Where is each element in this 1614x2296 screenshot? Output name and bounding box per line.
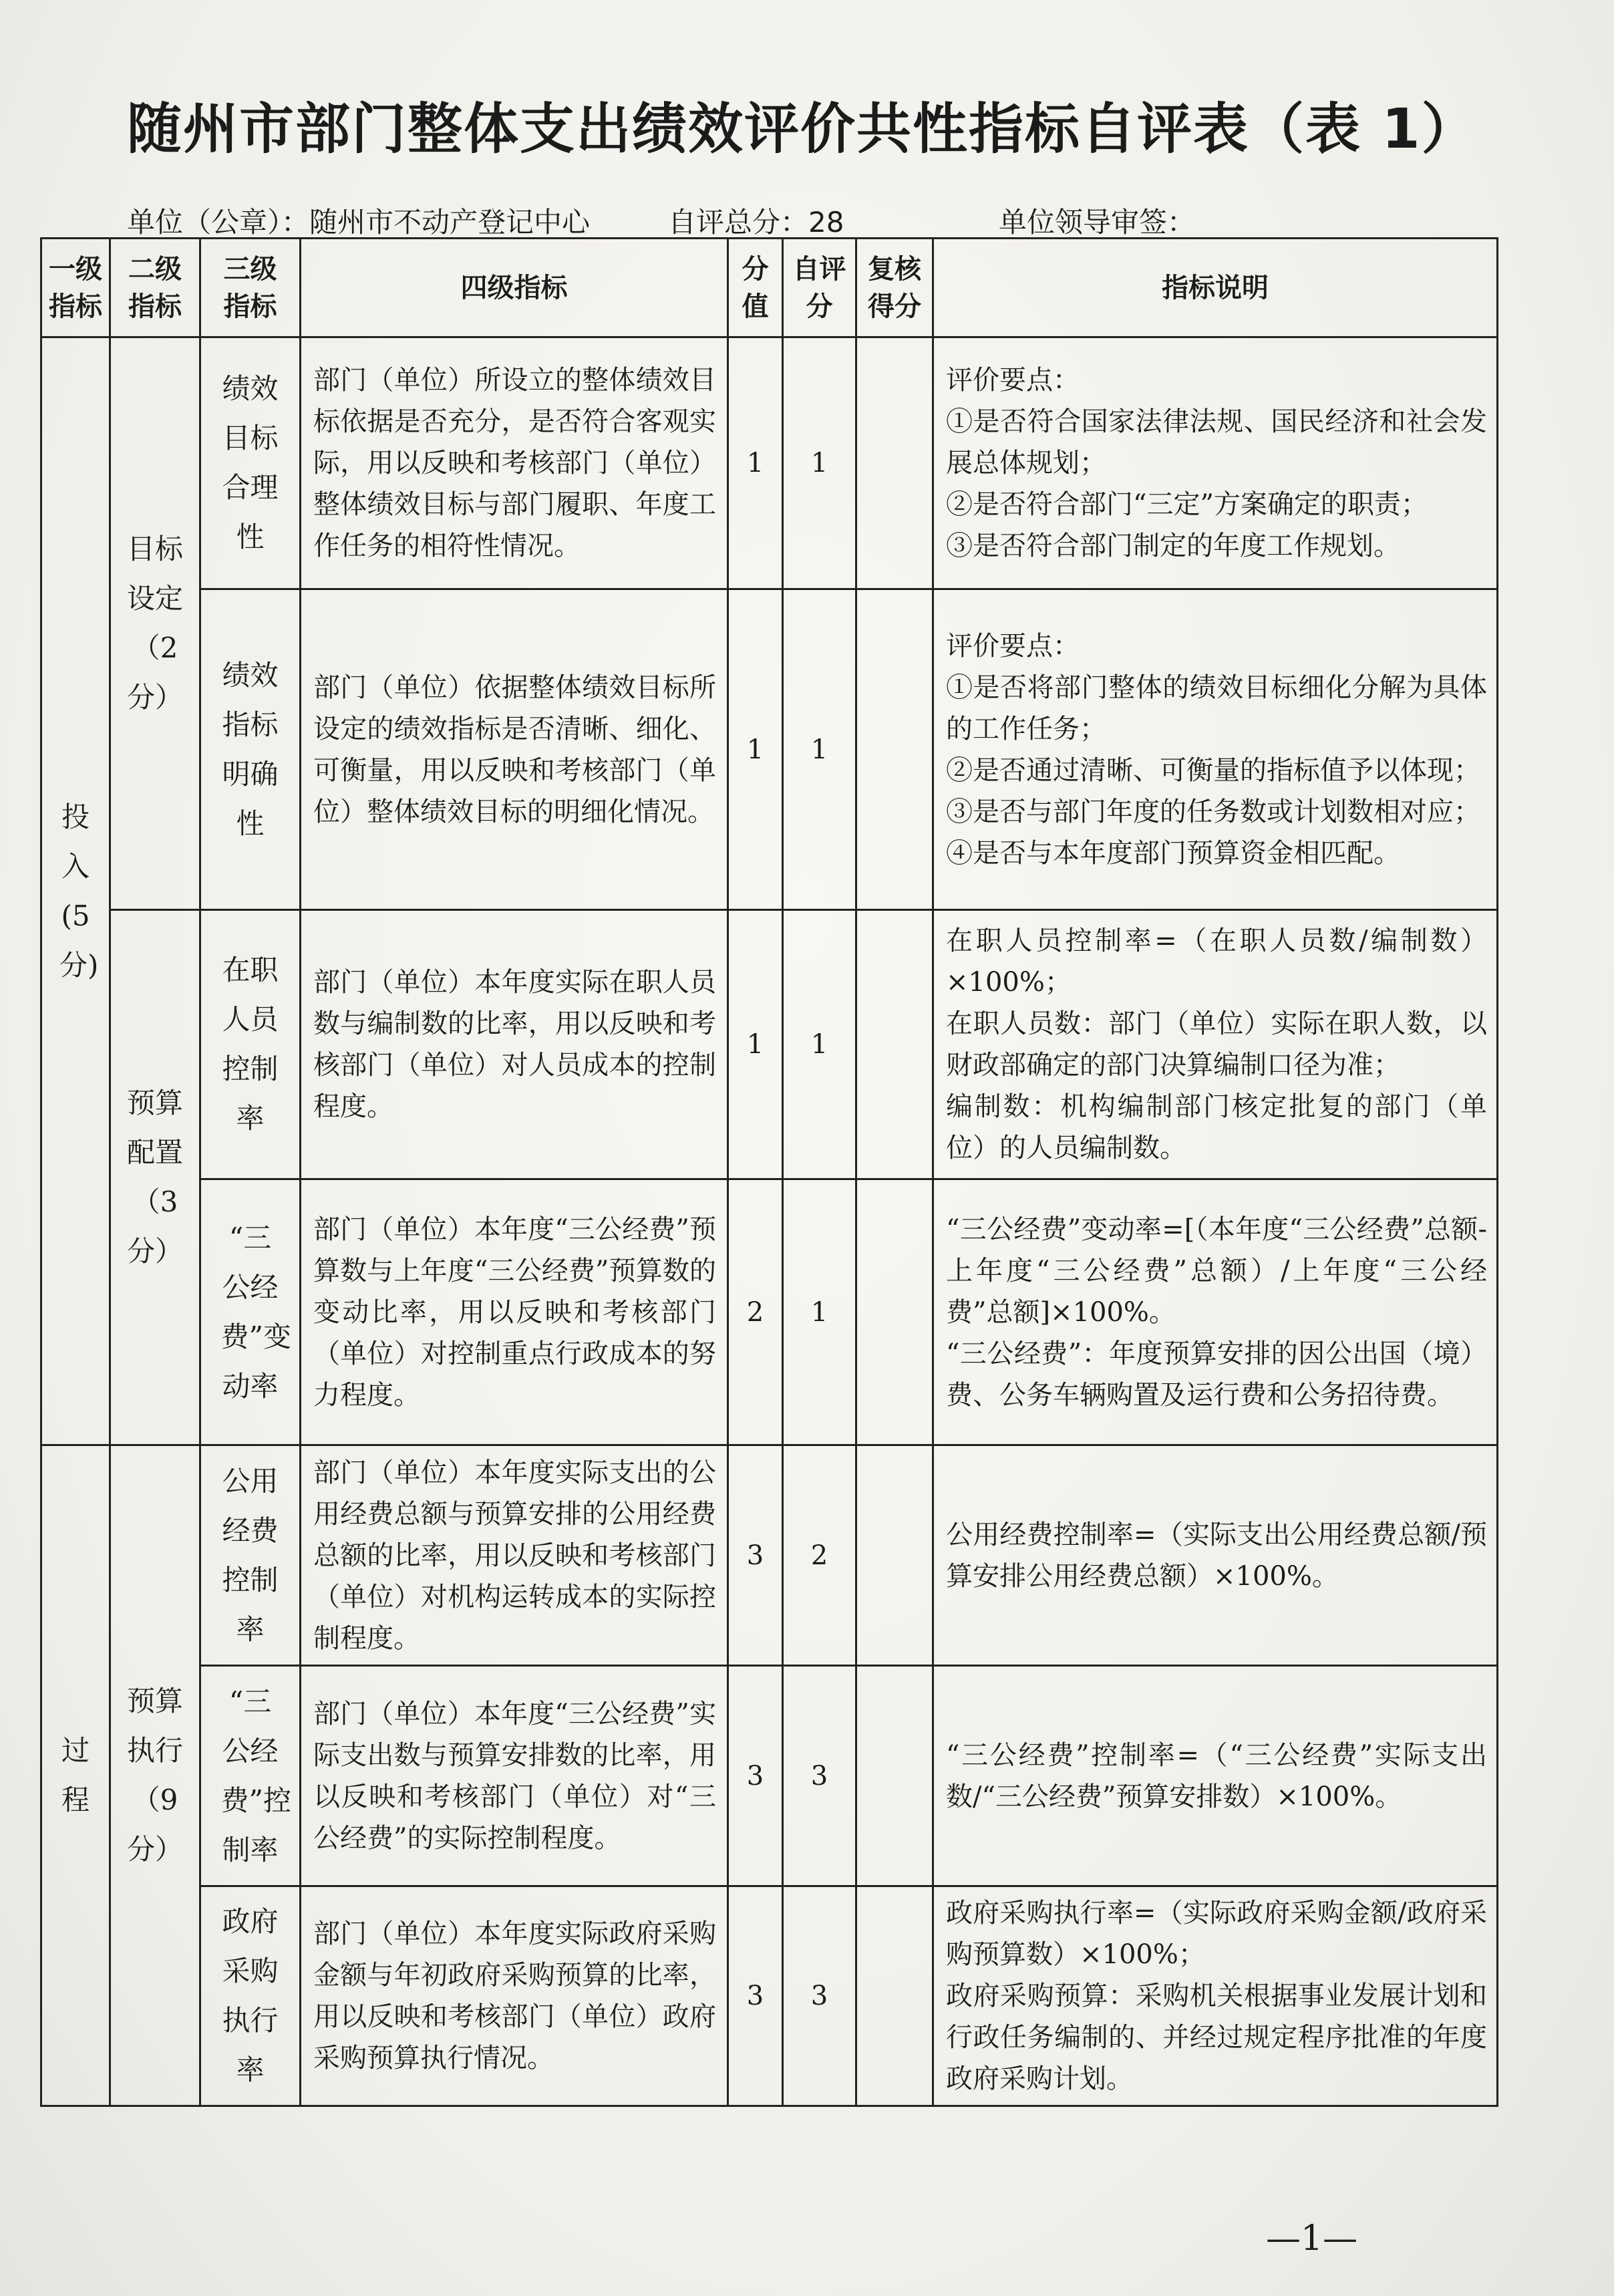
level4-description: 部门（单位）本年度“三公经费”实际支出数与预算安排数的比率，用以反映和考核部门（单位）对“三公经费”的实际控制程度。 — [301, 1666, 728, 1886]
value-cell: 1 — [728, 337, 783, 589]
level3-cell: 政府采购执行率 — [200, 1886, 301, 2106]
value-cell: 2 — [728, 1179, 783, 1445]
evaluation-table — [40, 237, 1498, 2107]
self-score-cell: 1 — [783, 1179, 856, 1445]
level4-description: 部门（单位）本年度实际支出的公用经费总额与预算安排的公用经费总额的比率，用以反映和考核部门（单位）对机构运转成本的实际控制程度。 — [301, 1445, 728, 1666]
header-self-score: 自评分 — [783, 239, 856, 337]
table-row — [41, 910, 1498, 1179]
value-cell: 3 — [728, 1445, 783, 1666]
header-level4: 四级指标 — [301, 239, 728, 337]
table-row — [41, 589, 1498, 910]
note-cell: 在职人员控制率=（在职人员数/编制数）×100%； 在职人员数：部门（单位）实际在职人数，以财政部确定的部门决算编制口径为准； 编制数：机构编制部门核定批复的部门（单位）的人员编制数。 — [933, 910, 1498, 1179]
level2-cell-budget-config: 预算配置（3分） — [110, 910, 200, 1445]
header-level2: 二级指标 — [110, 239, 200, 337]
self-score-cell: 3 — [783, 1666, 856, 1886]
page-number: —1— — [1266, 2218, 1358, 2259]
level4-description: 部门（单位）本年度实际在职人员数与编制数的比率，用以反映和考核部门（单位）对人员成本的控制程度。 — [301, 910, 728, 1179]
level3-cell: 绩效目标合理性 — [200, 337, 301, 589]
note-cell: 评价要点： ①是否符合国家法律法规、国民经济和社会发展总体规划； ②是否符合部门“三定”方案确定的职责； ③是否符合部门制定的年度工作规划。 — [933, 337, 1498, 589]
level4-description: 部门（单位）本年度“三公经费”预算数与上年度“三公经费”预算数的变动比率，用以反映和考核部门（单位）对控制重点行政成本的努力程度。 — [301, 1179, 728, 1445]
self-score-cell: 2 — [783, 1445, 856, 1666]
review-score-cell — [856, 589, 933, 910]
header-review-score: 复核得分 — [856, 239, 933, 337]
document-title: 随州市部门整体支出绩效评价共性指标自评表（表 1） — [127, 98, 1478, 161]
review-score-cell — [856, 910, 933, 1179]
table-row — [41, 1886, 1498, 2106]
total-score-field: 自评总分：28 — [668, 206, 844, 239]
note-cell: 公用经费控制率=（实际支出公用经费总额/预算安排公用经费总额）×100%。 — [933, 1445, 1498, 1666]
value-cell: 3 — [728, 1886, 783, 2106]
level4-description: 部门（单位）本年度实际政府采购金额与年初政府采购预算的比率，用以反映和考核部门（单位）政府采购预算执行情况。 — [301, 1886, 728, 2106]
review-score-cell — [856, 1666, 933, 1886]
table-row — [41, 1666, 1498, 1886]
leader-signature-field: 单位领导审签： — [999, 206, 1196, 239]
value-cell: 1 — [728, 910, 783, 1179]
header-value: 分值 — [728, 239, 783, 337]
table-row — [41, 1179, 1498, 1445]
header-level3: 三级指标 — [200, 239, 301, 337]
level3-cell: “三公经费”控制率 — [200, 1666, 301, 1886]
value-cell: 1 — [728, 589, 783, 910]
review-score-cell — [856, 1179, 933, 1445]
self-score-cell: 3 — [783, 1886, 856, 2106]
header-level1: 一级指标 — [41, 239, 110, 337]
self-score-cell: 1 — [783, 337, 856, 589]
self-score-cell: 1 — [783, 589, 856, 910]
level3-cell: 在职人员控制率 — [200, 910, 301, 1179]
level3-cell: “三公经费”变动率 — [200, 1179, 301, 1445]
table-row — [41, 1445, 1498, 1666]
note-cell: 评价要点： ①是否将部门整体的绩效目标细化分解为具体的工作任务； ②是否通过清晰、可衡量的指标值予以体现； ③是否与部门年度的任务数或计划数相对应； ④是否与本年度部门预算资金相匹配。 — [933, 589, 1498, 910]
level4-description: 部门（单位）所设立的整体绩效目标依据是否充分，是否符合客观实际，用以反映和考核部门（单位）整体绩效目标与部门履职、年度工作任务的相符性情况。 — [301, 337, 728, 589]
table-header-row — [41, 239, 1498, 337]
level3-cell: 公用经费控制率 — [200, 1445, 301, 1666]
level2-cell-target: 目标设定（2分） — [110, 337, 200, 910]
review-score-cell — [856, 1445, 933, 1666]
table-row — [41, 337, 1498, 589]
note-cell: 政府采购执行率=（实际政府采购金额/政府采购预算数）×100%； 政府采购预算：采购机关根据事业发展计划和行政任务编制的、并经过规定程序批准的年度政府采购计划。 — [933, 1886, 1498, 2106]
level1-cell-process: 过程 — [41, 1445, 110, 2106]
note-cell: “三公经费”变动率=[（本年度“三公经费”总额-上年度“三公经费”总额）/上年度“三公经费”总额]×100%。 “三公经费”：年度预算安排的因公出国（境）费、公务车辆购置及运行费和公务招待费。 — [933, 1179, 1498, 1445]
review-score-cell — [856, 337, 933, 589]
header-note: 指标说明 — [933, 239, 1498, 337]
level3-cell: 绩效指标明确性 — [200, 589, 301, 910]
self-score-cell: 1 — [783, 910, 856, 1179]
value-cell: 3 — [728, 1666, 783, 1886]
level4-description: 部门（单位）依据整体绩效目标所设定的绩效指标是否清晰、细化、可衡量，用以反映和考核部门（单位）整体绩效目标的明细化情况。 — [301, 589, 728, 910]
unit-field: 单位（公章）：随州市不动产登记中心 — [127, 206, 591, 239]
level2-cell-budget-exec: 预算执行（9分） — [110, 1445, 200, 2106]
review-score-cell — [856, 1886, 933, 2106]
level1-cell-input: 投入(5分) — [41, 337, 110, 1445]
note-cell: “三公经费”控制率=（“三公经费”实际支出数/“三公经费”预算安排数）×100%。 — [933, 1666, 1498, 1886]
